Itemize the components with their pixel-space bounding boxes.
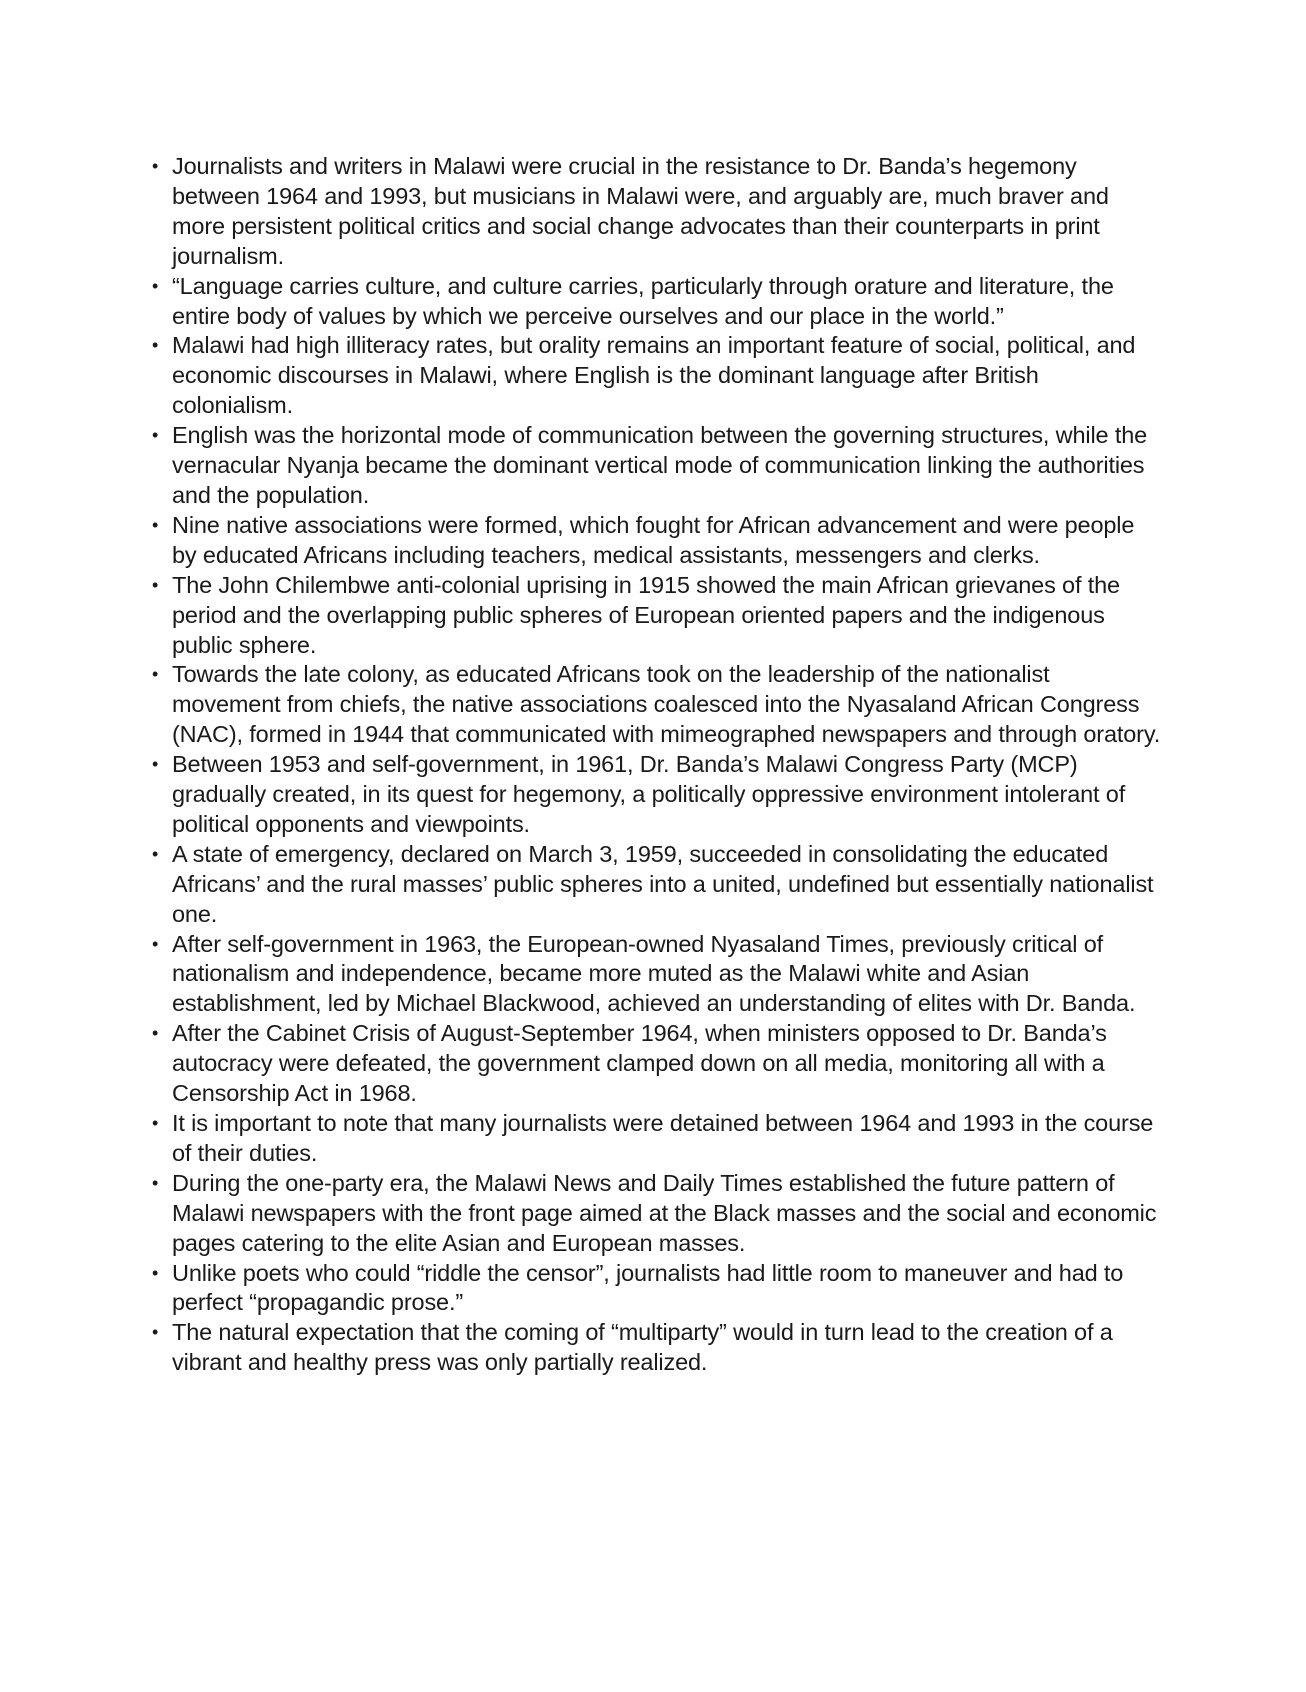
- list-item: [152, 660, 1162, 750]
- bullet-text: Towards the late colony, as educated Africans took on the leadership of the nationalist movement from chiefs, the native associations coalesced into the Nyasaland African Congress (NAC), formed in 1944 that communicated with mimeographed newspapers and through oratory.: [172, 661, 1161, 748]
- list-item: [152, 571, 1162, 661]
- bullet-icon: •: [152, 1023, 159, 1044]
- bullet-text: “Language carries culture, and culture carries, particularly through orature and literature, the entire body of values by which we perceive ourselves and our place in the world.”: [172, 272, 1114, 329]
- bullet-text: A state of emergency, declared on March 3, 1959, succeeded in consolidating the educated Africans’ and the rural masses’ public spheres into a united, undefined but essentially nationalist one.: [172, 840, 1154, 927]
- bullet-icon: •: [152, 843, 159, 864]
- bullet-icon: •: [152, 933, 159, 954]
- bullet-icon: •: [152, 514, 159, 535]
- list-item: [152, 1169, 1162, 1259]
- bullet-text: After the Cabinet Crisis of August-September 1964, when ministers opposed to Dr. Banda’s autocracy were defeated, the government clamped down on all media, monitoring all with a Censorship Act in 1968.: [172, 1020, 1107, 1107]
- bullet-text: Between 1953 and self-government, in 1961, Dr. Banda’s Malawi Congress Party (MCP) gradually created, in its quest for hegemony, a politically oppressive environment intolerant of political opponents and viewpoints.: [172, 751, 1126, 837]
- bullet-text: After self-government in 1963, the European-owned Nyasaland Times, previously critical of nationalism and independence, became more muted as the Malawi white and Asian establishment, led by Michael Blackwood, achieved an understanding of elites with Dr. Banda.: [172, 930, 1136, 1017]
- bullet-text: The John Chilembwe anti-colonial uprising in 1915 showed the main African grievanes of the period and the overlapping public spheres of European oriented papers and the indigenous public sphere.: [172, 571, 1120, 658]
- bullet-icon: •: [152, 335, 159, 356]
- bullet-text: Nine native associations were formed, which fought for African advancement and were people by educated Africans including teachers, medical assistants, messengers and clerks.: [172, 511, 1135, 568]
- bullet-icon: •: [152, 425, 159, 446]
- bullet-icon: •: [152, 1113, 159, 1133]
- bullet-text: The natural expectation that the coming of “multiparty” would in turn lead to the creation of a vibrant and healthy press was only partially realized.: [172, 1319, 1113, 1376]
- bullet-icon: •: [152, 574, 159, 595]
- list-item: [152, 511, 1162, 571]
- bullet-icon: •: [152, 664, 159, 685]
- bullet-text: Malawi had high illiteracy rates, but orality remains an important feature of social, political, and economic discourses in Malawi, where English is the dominant language after British colonialism.: [172, 332, 1136, 419]
- bullet-icon: •: [152, 156, 159, 176]
- list-item: [152, 840, 1162, 930]
- list-item: [152, 421, 1162, 511]
- bullet-list: [152, 152, 1162, 1378]
- list-item: [152, 1259, 1162, 1319]
- list-item: [152, 331, 1162, 421]
- bullet-text: Unlike poets who could “riddle the censor”, journalists had little room to maneuver and had to perfect “propagandic prose.”: [172, 1259, 1124, 1316]
- bullet-text: Journalists and writers in Malawi were crucial in the resistance to Dr. Banda’s hegemony between 1964 and 1993, but musicians in Malawi were, and arguably are, much braver and more persistent political critics and social change advocates than their counterparts in print journalism.: [172, 153, 1109, 269]
- list-item: [152, 1109, 1162, 1169]
- bullet-text: English was the horizontal mode of communication between the governing structures, while the vernacular Nyanja became the dominant vertical mode of communication linking the authorities and the population.: [172, 422, 1148, 508]
- bullet-text: It is important to note that many journalists were detained between 1964 and 1993 in the course of their duties.: [172, 1110, 1154, 1166]
- list-item: [152, 930, 1162, 1020]
- list-item: [152, 272, 1162, 332]
- list-item: [152, 152, 1162, 272]
- list-item: [152, 1318, 1162, 1378]
- list-item: [152, 1019, 1162, 1109]
- bullet-text: During the one-party era, the Malawi News and Daily Times established the future pattern of Malawi newspapers with the front page aimed at the Black masses and the social and economic pages catering to the elite Asian and European masses.: [172, 1169, 1157, 1256]
- bullet-icon: •: [152, 275, 159, 296]
- bullet-icon: •: [152, 1322, 159, 1343]
- bullet-icon: •: [152, 1262, 159, 1283]
- bullet-icon: •: [152, 1172, 159, 1193]
- list-item: [152, 750, 1162, 840]
- bullet-icon: •: [152, 754, 159, 775]
